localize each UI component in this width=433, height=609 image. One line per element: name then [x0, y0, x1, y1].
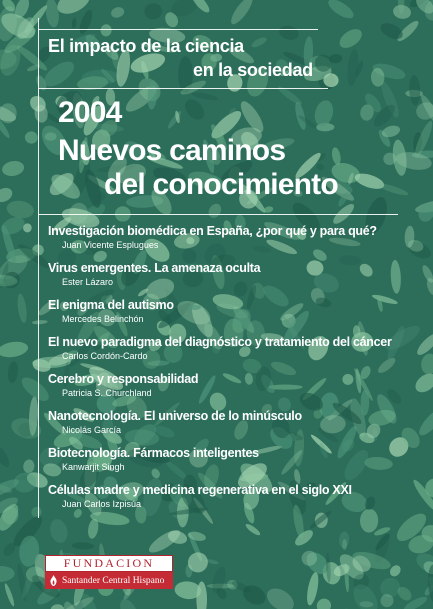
title-rule	[38, 88, 328, 89]
publisher-name: FUNDACION	[45, 555, 173, 572]
texture-blob	[110, 5, 126, 19]
toc-entry	[48, 224, 418, 261]
texture-blob	[7, 361, 20, 384]
chapter-author: Carlos Cordón-Cardo	[62, 351, 148, 361]
series-title-line1: El impacto de la ciencia	[48, 36, 244, 56]
chapter-title: Células madre y medicina regenerativa en el siglo XXI	[48, 483, 352, 497]
texture-blob	[377, 181, 409, 197]
texture-blob	[408, 75, 421, 106]
toc-entry	[48, 335, 418, 372]
texture-blob	[325, 0, 356, 22]
chapter-title: Nanotecnología. El universo de lo minúsculo	[48, 409, 302, 423]
texture-blob	[278, 24, 301, 42]
toc-entry	[48, 298, 418, 335]
chapter-author: Kanwarjit Singh	[62, 462, 125, 472]
publisher-subtitle-bar	[45, 572, 173, 589]
chapter-title: Investigación biomédica en España, ¿por qué y para qué?	[48, 224, 377, 238]
chapter-author: Mercedes Belinchón	[62, 314, 144, 324]
texture-blob	[144, 3, 163, 20]
texture-blob	[336, 25, 365, 52]
chapter-author: Juan Vicente Esplugues	[62, 240, 159, 250]
toc-entry	[48, 372, 418, 409]
texture-blob	[305, 571, 321, 606]
toc-entry	[48, 483, 418, 520]
table-of-contents	[48, 224, 418, 520]
texture-blob	[0, 443, 12, 469]
texture-blob	[25, 131, 38, 144]
toc-entry	[48, 409, 418, 446]
chapter-author: Ester Lázaro	[62, 277, 114, 287]
texture-blob	[48, 517, 70, 545]
texture-blob	[3, 583, 16, 608]
texture-blob	[23, 459, 36, 474]
texture-blob	[0, 565, 15, 582]
texture-blob	[331, 147, 342, 166]
texture-blob	[116, 596, 143, 609]
chapter-title: Cerebro y responsabilidad	[48, 372, 199, 386]
texture-blob	[342, 539, 347, 550]
texture-blob	[312, 98, 336, 128]
contents-rule	[38, 214, 398, 215]
book-title-line2: del conocimiento	[104, 168, 338, 201]
texture-blob	[416, 405, 433, 438]
texture-blob	[187, 530, 207, 542]
texture-blob	[244, 522, 261, 537]
texture-blob	[263, 584, 298, 609]
texture-blob	[16, 293, 28, 323]
top-rule	[38, 29, 318, 30]
volume-year: 2004	[58, 96, 122, 129]
toc-entry	[48, 446, 418, 483]
chapter-title: El enigma del autismo	[48, 298, 174, 312]
texture-blob	[191, 91, 219, 102]
texture-blob	[0, 340, 29, 360]
chapter-author: Patricia S. Churchland	[62, 388, 152, 398]
texture-blob	[210, 565, 228, 594]
texture-blob	[293, 527, 316, 548]
texture-blob	[420, 264, 433, 285]
texture-blob	[71, 542, 94, 550]
texture-blob	[1, 159, 25, 177]
publisher-logo	[45, 555, 173, 589]
texture-blob	[346, 49, 360, 87]
texture-blob	[228, 0, 256, 27]
vertical-rule	[38, 18, 39, 518]
chapter-author: Nicolás García	[62, 425, 122, 435]
flame-icon	[49, 575, 58, 586]
chapter-title: Virus emergentes. La amenaza oculta	[48, 261, 261, 275]
texture-blob	[416, 201, 433, 224]
chapter-title: El nuevo paradigma del diagnóstico y tratamiento del cáncer	[48, 335, 392, 349]
texture-blob	[71, 18, 77, 29]
texture-blob	[420, 353, 433, 376]
chapter-author: Juan Carlos Izpisúa	[62, 499, 142, 509]
texture-blob	[314, 596, 334, 609]
texture-blob	[5, 199, 35, 220]
toc-entry	[48, 261, 418, 298]
chapter-title: Biotecnología. Fármacos inteligentes	[48, 446, 259, 460]
texture-blob	[51, 604, 65, 609]
texture-blob	[100, 24, 112, 37]
book-title-line1: Nuevos caminos	[58, 134, 286, 167]
texture-blob	[166, 110, 183, 130]
texture-blob	[32, 320, 48, 325]
series-title-line2: en la sociedad	[193, 60, 313, 80]
texture-blob	[206, 201, 224, 220]
texture-blob	[77, 8, 95, 35]
publisher-subtitle: Santander Central Hispano	[62, 575, 165, 586]
texture-blob	[250, 35, 268, 49]
texture-blob	[181, 96, 208, 124]
